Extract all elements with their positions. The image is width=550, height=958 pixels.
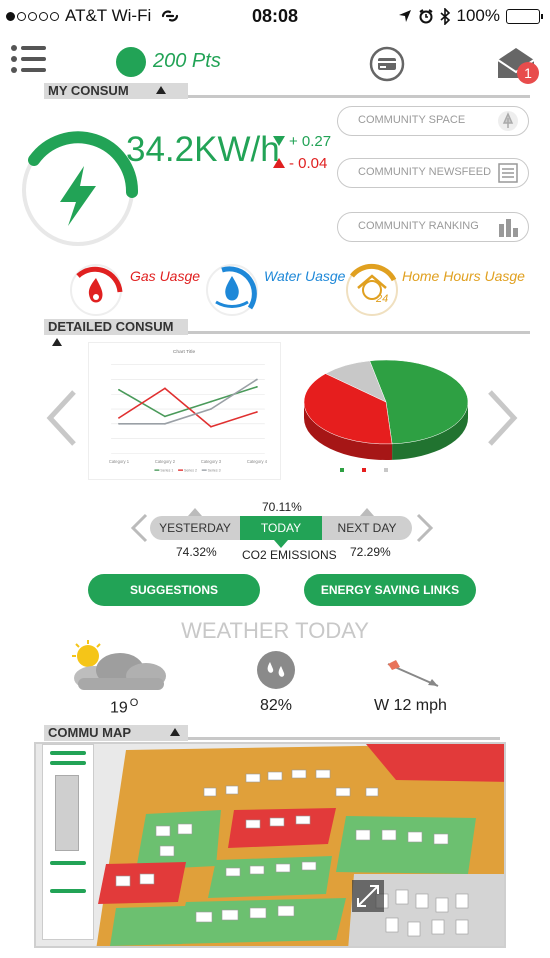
chart-title: Chart Title bbox=[172, 349, 196, 355]
data-point bbox=[256, 411, 258, 413]
legend-swatch bbox=[340, 468, 344, 472]
legend-swatch bbox=[362, 468, 366, 472]
menu-icon[interactable] bbox=[10, 44, 48, 74]
wind-arrow-icon bbox=[380, 658, 444, 692]
co2-caption: CO2 EMISSIONS bbox=[242, 548, 337, 562]
series-line-1 bbox=[119, 387, 257, 417]
lightning-bolt-icon bbox=[60, 166, 96, 226]
bluetooth-icon bbox=[440, 8, 451, 25]
delta-down: - 0.04 bbox=[273, 155, 327, 172]
map-side-panel bbox=[42, 744, 94, 940]
map-illustration bbox=[36, 744, 506, 948]
legend-swatch bbox=[384, 468, 388, 472]
map-menu-line bbox=[50, 751, 86, 755]
legend-label: Series 1 bbox=[160, 468, 174, 473]
alarm-clock-icon bbox=[418, 8, 434, 24]
my-consum-header[interactable] bbox=[44, 83, 188, 99]
data-point bbox=[118, 389, 120, 391]
temperature-number: 19 bbox=[110, 699, 128, 717]
community-space-label: COMMUNITY SPACE bbox=[358, 114, 466, 126]
suggestions-button[interactable]: SUGGESTIONS bbox=[88, 574, 260, 606]
legend-label: Series 3 bbox=[207, 468, 221, 473]
line-chart bbox=[88, 342, 281, 480]
data-point bbox=[164, 416, 166, 418]
down-triangle-icon bbox=[273, 136, 285, 146]
humidity-value: 82% bbox=[260, 697, 293, 714]
pie-chart bbox=[300, 350, 476, 474]
x-tick-label: Category 3 bbox=[200, 459, 222, 465]
degree-symbol: O bbox=[129, 697, 139, 709]
data-point bbox=[210, 426, 212, 428]
data-point bbox=[118, 417, 120, 419]
next-day-percent: 72.29% bbox=[350, 545, 391, 559]
day-prev-chevron-icon[interactable] bbox=[128, 512, 150, 544]
community-space-button[interactable] bbox=[337, 106, 529, 136]
today-marker-icon bbox=[274, 540, 288, 548]
detailed-consum-header[interactable] bbox=[44, 319, 188, 335]
data-point bbox=[210, 408, 212, 410]
collapse-arrow-icon bbox=[170, 728, 180, 736]
x-tick-label: Category 1 bbox=[108, 459, 130, 465]
energy-saving-links-button[interactable]: ENERGY SAVING LINKS bbox=[304, 574, 476, 606]
community-space-icon bbox=[496, 110, 520, 132]
commu-map-label: COMMU MAP bbox=[48, 725, 131, 740]
water-drop-icon bbox=[204, 262, 262, 318]
community-map[interactable] bbox=[34, 742, 506, 948]
temperature-value bbox=[110, 697, 138, 717]
wind-value: W 12 mph bbox=[374, 697, 447, 714]
yesterday-percent: 74.32% bbox=[176, 545, 217, 559]
ranking-bars-icon bbox=[496, 216, 520, 238]
data-point bbox=[256, 386, 258, 388]
points-icon[interactable] bbox=[116, 47, 146, 77]
day-next-chevron-icon[interactable] bbox=[414, 512, 436, 544]
battery-icon bbox=[506, 9, 540, 24]
next-day-tab[interactable]: NEXT DAY bbox=[322, 516, 412, 540]
delta-up: + 0.27 bbox=[273, 133, 331, 150]
community-ranking-label: COMMUNITY RANKING bbox=[358, 220, 479, 232]
home-hours-label: Home Hours Uasge bbox=[402, 268, 525, 284]
weather-title: WEATHER TODAY bbox=[181, 618, 369, 643]
data-point bbox=[118, 423, 120, 425]
map-menu-line bbox=[50, 861, 86, 865]
home-hours-icon bbox=[344, 262, 402, 318]
community-newsfeed-button[interactable] bbox=[337, 158, 529, 188]
next-day-marker-icon bbox=[360, 508, 374, 516]
carrier-label: AT&T Wi-Fi bbox=[65, 6, 152, 25]
section-divider bbox=[188, 95, 530, 98]
yesterday-marker-icon bbox=[188, 508, 202, 516]
today-tab[interactable]: TODAY bbox=[240, 516, 322, 540]
data-point bbox=[164, 387, 166, 389]
location-arrow-icon bbox=[398, 9, 412, 23]
detailed-consum-label: DETAILED CONSUM bbox=[48, 319, 174, 334]
points-label[interactable]: 200 Pts bbox=[153, 50, 221, 72]
yesterday-tab[interactable]: YESTERDAY bbox=[150, 516, 240, 540]
chart-prev-chevron-icon[interactable] bbox=[44, 388, 80, 448]
newsfeed-icon bbox=[496, 162, 520, 184]
notification-badge: 1 bbox=[517, 62, 539, 84]
map-menu-line bbox=[50, 761, 86, 765]
map-menu-line bbox=[50, 889, 86, 893]
data-point bbox=[256, 379, 258, 381]
humidity-drops-icon bbox=[256, 650, 296, 690]
expand-map-icon bbox=[352, 880, 384, 912]
data-point bbox=[210, 401, 212, 403]
section-divider bbox=[188, 331, 530, 334]
battery-percent: 100% bbox=[456, 6, 500, 25]
home-hours-usage-button[interactable] bbox=[344, 262, 534, 316]
energy-gauge bbox=[18, 130, 138, 250]
data-point bbox=[164, 423, 166, 425]
consumption-value: 34.2KW/h bbox=[126, 130, 280, 169]
today-percent: 70.11% bbox=[262, 500, 302, 514]
home-hours-value: 24 bbox=[376, 293, 389, 305]
credit-card-icon[interactable] bbox=[369, 46, 405, 82]
x-tick-label: Category 2 bbox=[154, 459, 176, 465]
status-bar bbox=[0, 0, 550, 34]
section-divider bbox=[188, 737, 500, 740]
my-consum-label: MY CONSUM bbox=[48, 83, 129, 98]
clock: 08:08 bbox=[251, 6, 299, 26]
status-icons bbox=[398, 6, 540, 26]
collapse-arrow-icon bbox=[156, 86, 166, 94]
collapse-arrow-icon bbox=[52, 338, 62, 346]
legend-label: Series 2 bbox=[184, 468, 197, 473]
water-usage-label: Water Uasge bbox=[264, 268, 346, 284]
map-zoom-slider[interactable] bbox=[55, 775, 79, 851]
chart-next-chevron-icon[interactable] bbox=[484, 388, 520, 448]
up-triangle-icon bbox=[273, 158, 285, 168]
water-usage-button[interactable] bbox=[204, 262, 344, 316]
x-tick-label: Category 4 bbox=[246, 459, 268, 465]
gas-flame-icon bbox=[68, 262, 124, 318]
gas-usage-button[interactable] bbox=[68, 262, 208, 316]
commu-map-header[interactable] bbox=[44, 725, 188, 741]
community-newsfeed-label: COMMUNITY NEWSFEED bbox=[358, 166, 492, 178]
partly-cloudy-icon bbox=[64, 640, 170, 692]
community-ranking-button[interactable] bbox=[337, 212, 529, 242]
gas-usage-label: Gas Uasge bbox=[130, 268, 201, 284]
